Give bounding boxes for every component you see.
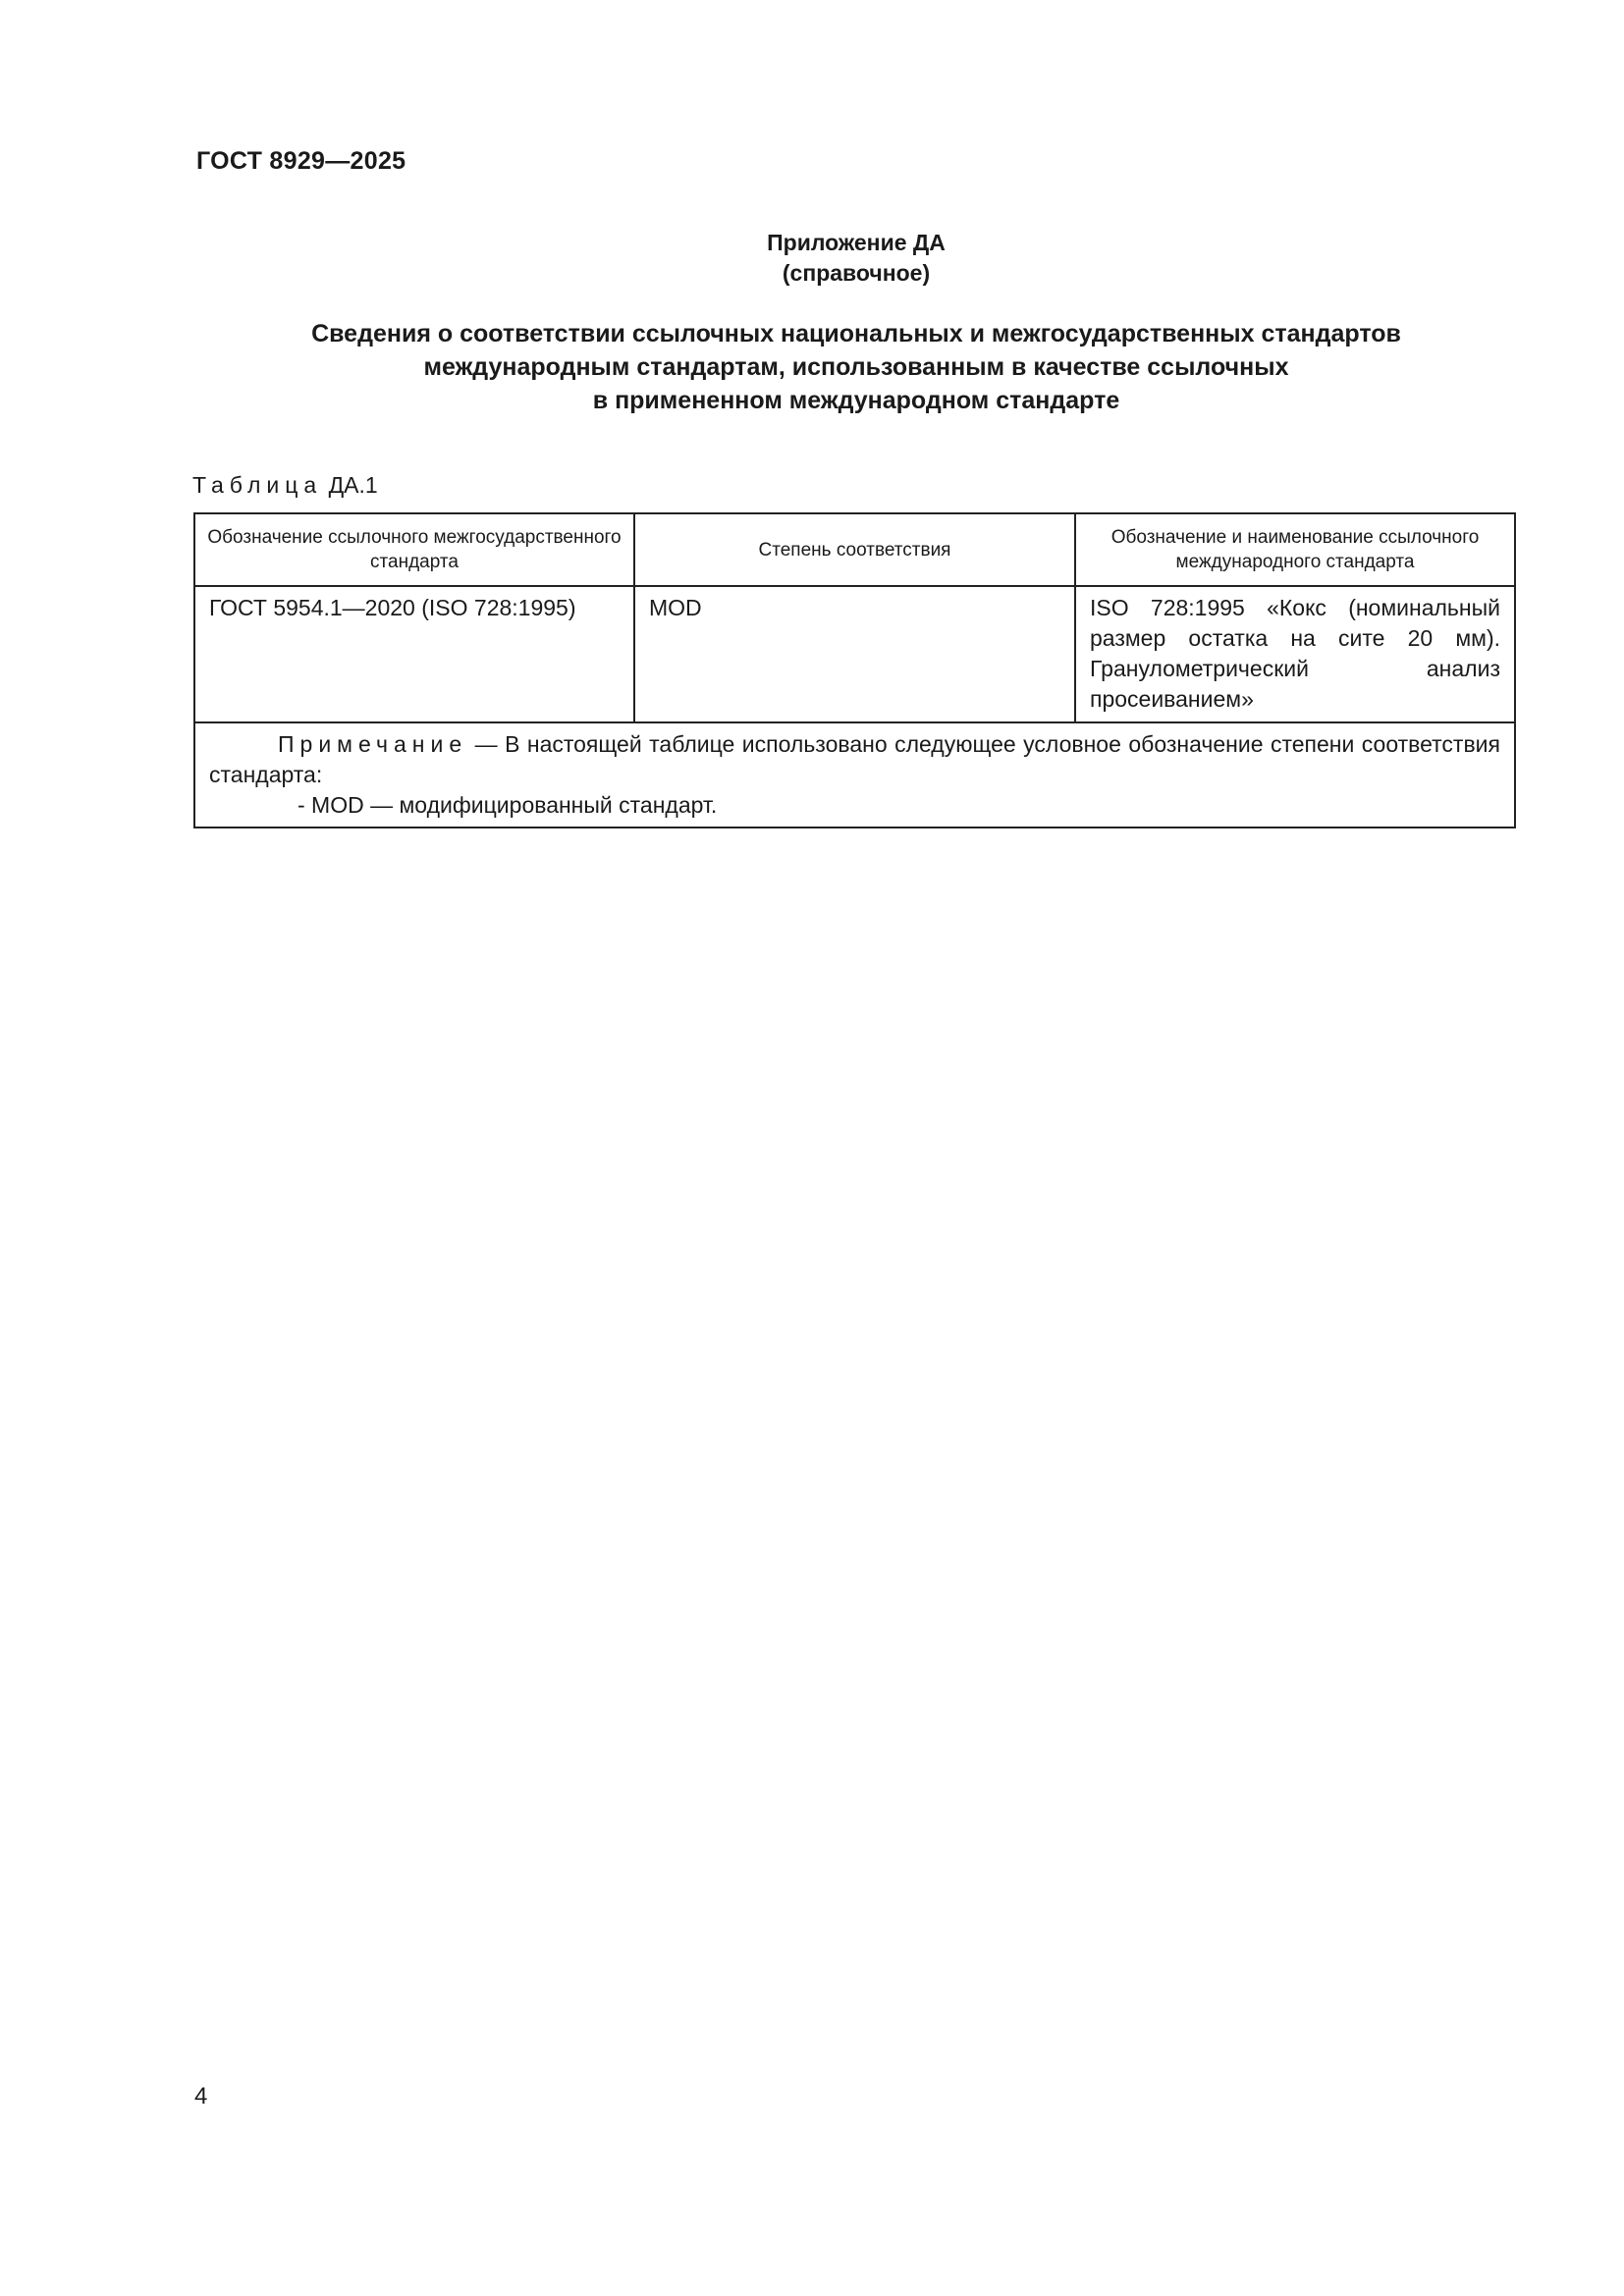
note-label: Примечание (278, 731, 468, 757)
header-degree-of-correspondence: Степень соответствия (634, 513, 1075, 586)
note-item: - MOD — модифицированный стандарт. (298, 792, 718, 818)
header-national-standard: Обозначение ссылочного межгосударственного стандарта (194, 513, 634, 586)
table-note (194, 722, 1515, 828)
standards-correspondence-table (193, 512, 1516, 828)
cell-international-standard: ISO 728:1995 «Кокс (номинальный размер остатка на сите 20 мм). Гранулометрический анализ просеиванием» (1075, 586, 1515, 722)
appendix-heading (0, 228, 1624, 289)
document-title-line-3: в примененном международном стандарте (592, 387, 1120, 414)
document-title (0, 317, 1624, 417)
note-text: — В настоящей таблице использовано следующее условное обозначение степени соответствия стандарта: (209, 731, 1500, 787)
table-note-row (194, 722, 1515, 828)
header-international-standard: Обозначение и наименование ссылочного международного стандарта (1075, 513, 1515, 586)
table-caption-number: ДА.1 (328, 472, 378, 498)
appendix-title: Приложение ДА (767, 230, 946, 255)
document-title-line-2: международным стандартам, использованным в качестве ссылочных (423, 353, 1289, 381)
cell-national-standard: ГОСТ 5954.1—2020 (ISO 728:1995) (194, 586, 634, 722)
table-caption-label: Таблица (192, 472, 323, 498)
note-paragraph (209, 729, 1500, 790)
page-number: 4 (194, 2083, 208, 2109)
table-header-row (194, 513, 1515, 586)
table-row (194, 586, 1515, 722)
document-title-line-1: Сведения о соответствии ссылочных национальных и межгосударственных стандартов (311, 320, 1401, 347)
document-header-standard-id: ГОСТ 8929—2025 (196, 147, 406, 175)
table-caption (192, 472, 378, 499)
cell-degree: MOD (634, 586, 1075, 722)
appendix-subtitle: (справочное) (782, 260, 931, 286)
